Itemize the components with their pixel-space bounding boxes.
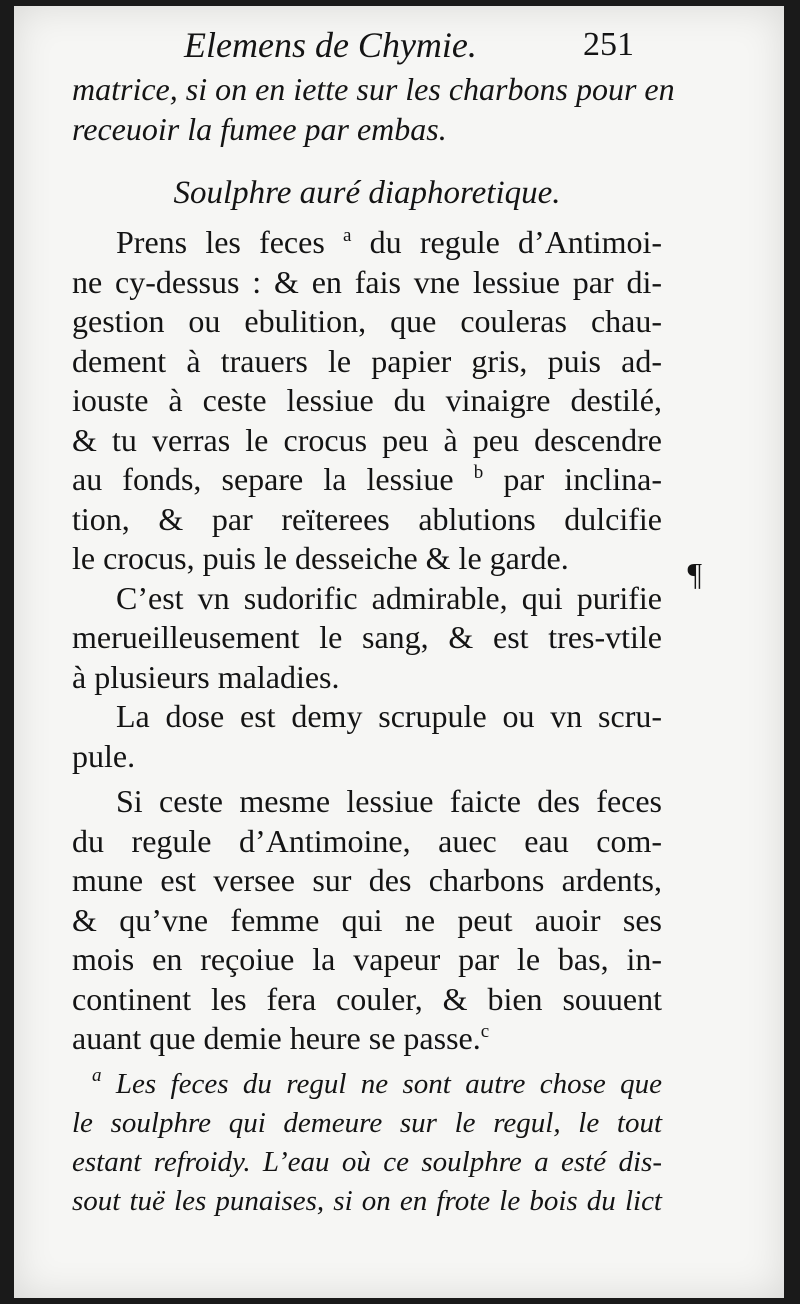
text-line: dement à trauers le papier gris, puis ad- xyxy=(72,342,662,379)
running-title: Elemens de Chymie. xyxy=(184,25,477,65)
pilcrow-mark: ¶ xyxy=(687,556,702,592)
text-line: Si ceste mesme lessiue faicte des feces xyxy=(116,783,662,819)
text-segment: du regule d’Antimoi- xyxy=(369,224,663,260)
text-segment: au fonds, separe la lessiue xyxy=(72,461,454,497)
text-line: à plusieurs maladies. xyxy=(72,658,340,695)
section-title: Soulphre auré diaphoretique. xyxy=(173,175,561,211)
text-line: mune est versee sur des charbons ardents, xyxy=(72,862,662,898)
text-line: mois en reçoiue la vapeur par le bas, in- xyxy=(72,941,662,977)
footnote-line: estant refroidy. L’eau où ce soulphre a esté dis- xyxy=(72,1145,662,1178)
text-line: continent les fera couler, & bien souuent xyxy=(72,980,662,1017)
text-segment: par inclina- xyxy=(503,461,663,497)
text-line: & tu verras le crocus peu à peu descendre xyxy=(72,421,662,458)
text-line: iouste à ceste lessiue du vinaigre destilé, xyxy=(72,382,662,418)
text-line: le crocus, puis le desseiche & le garde. xyxy=(72,540,569,576)
page-body xyxy=(72,70,675,1221)
footnote-line xyxy=(72,1065,662,1104)
footnotes xyxy=(72,1065,662,1221)
text-line: receuoir la fumee par embas. xyxy=(72,110,447,147)
text-segment: auant que demie heure se passe. xyxy=(72,1020,481,1056)
text-line: pule. xyxy=(72,737,136,774)
footnote-mark-b: b xyxy=(473,462,484,483)
text-line: La dose est demy scrupule ou vn scru- xyxy=(116,698,662,734)
text-line: matrice, si on en iette sur les charbons pour en xyxy=(72,71,675,107)
footnote-mark-a: a xyxy=(343,225,352,246)
text-line xyxy=(72,1019,662,1059)
footnote-mark-a: a xyxy=(92,1064,102,1086)
book-page xyxy=(14,6,784,1298)
text-line: & qu’vne femme qui ne peut auoir ses xyxy=(72,901,662,938)
footnote-line: sout tuë les punaises, si on en frote le bois du lict xyxy=(72,1184,662,1217)
footnote-mark-c: c xyxy=(480,1021,490,1042)
text-line: gestion ou ebulition, que couleras chau- xyxy=(72,303,662,339)
text-line: ne cy-dessus : & en fais vne lessiue par di- xyxy=(72,263,662,300)
text-line: tion, & par reïterees ablutions dulcifie xyxy=(72,500,662,537)
text-line xyxy=(72,460,662,500)
text-line: merueilleusement le sang, & est tres-vtile xyxy=(72,619,662,655)
page-header xyxy=(14,24,784,74)
text-segment: Prens les feces xyxy=(116,224,325,260)
footnote-line: le soulphre qui demeure sur le regul, le tout xyxy=(72,1106,662,1139)
page-number: 251 xyxy=(583,26,634,63)
text-line: C’est vn sudorific admirable, qui purifie xyxy=(116,579,662,616)
footnote-text: Les feces du regul ne sont autre chose que xyxy=(115,1067,662,1100)
text-line xyxy=(72,223,662,263)
text-line: du regule d’Antimoine, auec eau com- xyxy=(72,822,662,859)
